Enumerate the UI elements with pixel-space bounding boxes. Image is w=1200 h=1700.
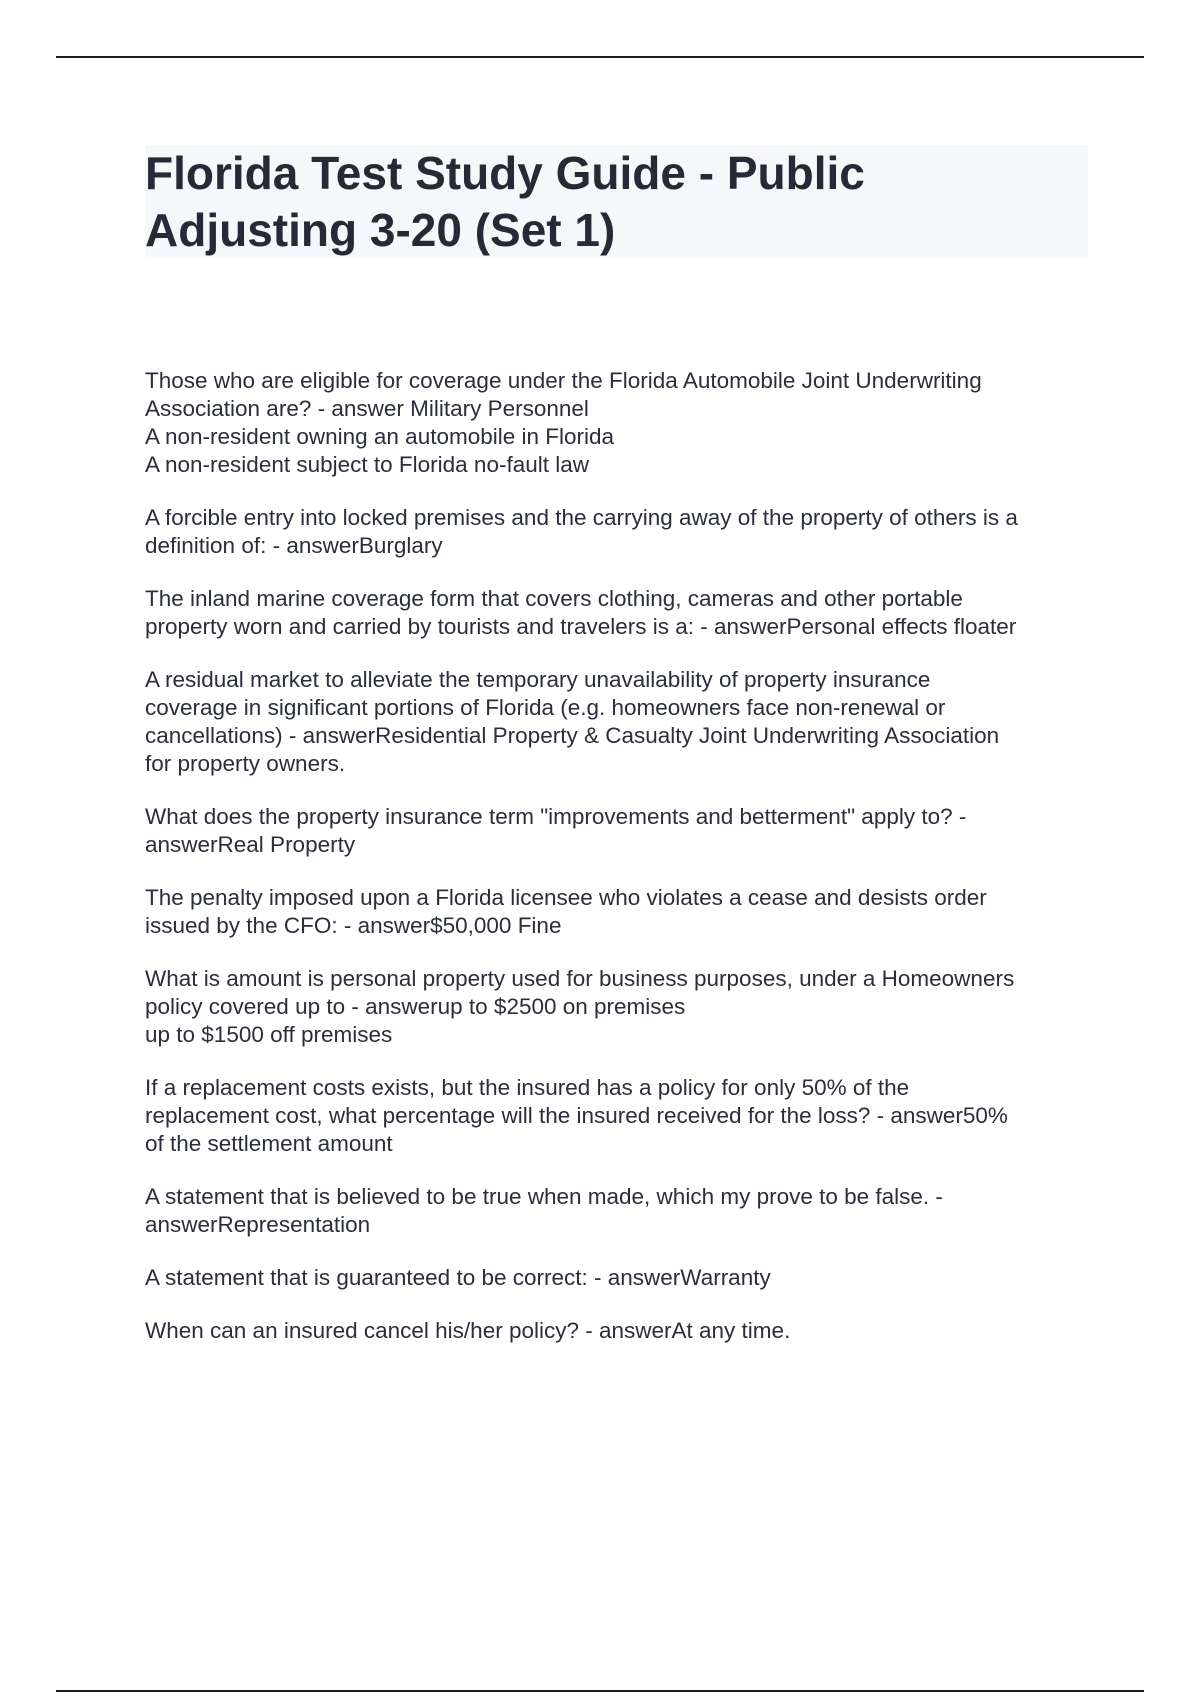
- qa-line: Those who are eligible for coverage under the Florida Automobile Joint Underwriting: [145, 368, 982, 393]
- qa-line: cancellations) - answerResidential Property & Casualty Joint Underwriting Association: [145, 723, 1000, 748]
- qa-line: A statement that is guaranteed to be correct: - answerWarranty: [145, 1265, 771, 1290]
- qa-line: issued by the CFO: - answer$50,000 Fine: [145, 913, 562, 938]
- qa-line: When can an insured cancel his/her policy? - answerAt any time.: [145, 1318, 791, 1343]
- qa-line: The penalty imposed upon a Florida licensee who violates a cease and desists order: [145, 885, 987, 910]
- qa-line: of the settlement amount: [145, 1131, 393, 1156]
- qa-line: A non-resident owning an automobile in Florida: [145, 424, 615, 449]
- qa-line: A non-resident subject to Florida no-fault law: [145, 452, 589, 477]
- qa-line: The inland marine coverage form that covers clothing, cameras and other portable: [145, 586, 963, 611]
- qa-line: A residual market to alleviate the temporary unavailability of property insurance: [145, 667, 931, 692]
- qa-line: If a replacement costs exists, but the insured has a policy for only 50% of the: [145, 1075, 910, 1100]
- title-line-1: Florida Test Study Guide - Public: [145, 147, 865, 199]
- qa-line: A statement that is believed to be true when made, which my prove to be false. -: [145, 1184, 943, 1209]
- top-divider: [56, 56, 1144, 58]
- qa-item: [145, 965, 1095, 1049]
- qa-line: Association are? - answer Military Personnel: [145, 396, 589, 421]
- bottom-divider: [56, 1690, 1144, 1692]
- qa-item: [145, 1074, 1095, 1158]
- qa-item: [145, 585, 1095, 641]
- qa-line: A forcible entry into locked premises and the carrying away of the property of others is a: [145, 505, 1018, 530]
- qa-line: up to $1500 off premises: [145, 1022, 393, 1047]
- qa-line: coverage in significant portions of Florida (e.g. homeowners face non-renewal or: [145, 695, 946, 720]
- page-title: [145, 145, 1088, 259]
- qa-item: [145, 666, 1095, 778]
- qa-line: policy covered up to - answerup to $2500 on premises: [145, 994, 686, 1019]
- qa-item: [145, 367, 1095, 479]
- qa-line: replacement cost, what percentage will the insured received for the loss? - answer50%: [145, 1103, 1008, 1128]
- qa-line: answerReal Property: [145, 832, 356, 857]
- qa-item: [145, 803, 1095, 859]
- qa-line: What is amount is personal property used for business purposes, under a Homeowners: [145, 966, 1015, 991]
- qa-line: answerRepresentation: [145, 1212, 371, 1237]
- qa-item: [145, 1183, 1095, 1239]
- qa-line: What does the property insurance term "improvements and betterment" apply to? -: [145, 804, 967, 829]
- qa-item: [145, 504, 1095, 560]
- qa-line: property worn and carried by tourists and travelers is a: - answerPersonal effects floater: [145, 614, 1017, 639]
- title-line-2: Adjusting 3-20 (Set 1): [145, 204, 616, 256]
- qa-item: [145, 884, 1095, 940]
- qa-line: definition of: - answerBurglary: [145, 533, 443, 558]
- qa-item: [145, 1264, 1095, 1292]
- qa-list: [145, 367, 1095, 1370]
- qa-item: [145, 1317, 1095, 1345]
- qa-line: for property owners.: [145, 751, 346, 776]
- title-block: [145, 145, 1088, 257]
